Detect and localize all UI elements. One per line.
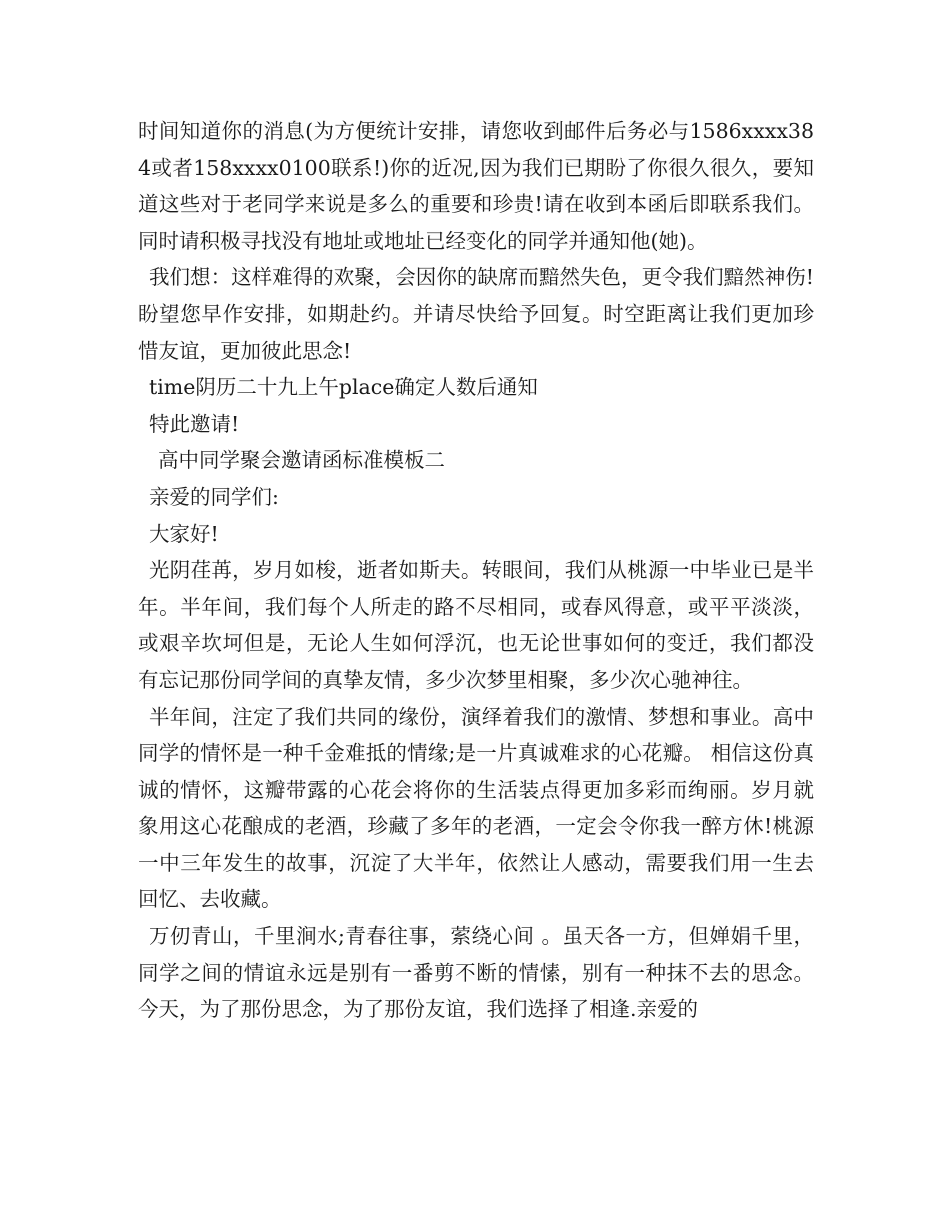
paragraph-special-invite: 特此邀请! (149, 411, 240, 436)
section-heading: 高中同学聚会邀请函标准模板二 (158, 448, 445, 473)
paragraph-mountains: 万仞青山，千里涧水;青春往事，萦绕心间 。虽天各一方，但婵娟千里，同学之间的情谊永远是别有一番剪不断的情愫，别有一种抹不去的思念。今天，为了那份思念，为了那份友谊，我们选择了相逢.亲爱的 (138, 924, 814, 1022)
document-body (138, 113, 814, 1028)
paragraph-time-flies: 光阴荏苒，岁月如梭，逝者如斯夫。转眼间，我们从桃源一中毕业已是半年。半年间，我们每个人所走的路不尽相同，或春风得意，或平平淡淡，或艰辛坎坷但是，无论人生如何浮沉，也无论世事如何的变迁，我们都没有忘记那份同学间的真挚友情，多少次梦里相聚，多少次心驰神往。 (138, 558, 814, 692)
salutation: 亲爱的同学们: (149, 484, 279, 509)
greeting: 大家好! (149, 521, 219, 546)
paragraph-contact-request: 时间知道你的消息(为方便统计安排，请您收到邮件后务必与1586xxxx384或者158xxxx0100联系!)你的近况,因为我们已期盼了你很久很久，要知道这些对于老同学来说是多么的重要和珍贵!请在收到本函后即联系我们。同时请积极寻找没有地址或地址已经变化的同学并通知他(她)。 (138, 119, 814, 253)
paragraph-half-year: 半年间，注定了我们共同的缘份，演绎着我们的激情、梦想和事业。高中同学的情怀是一种千金难抵的情缘;是一片真诚难求的心花瓣。 相信这份真诚的情怀，这瓣带露的心花会将你的生活装点得更加多彩而绚丽。岁月就象用这心花酿成的老酒，珍藏了多年的老酒，一定会令你我一醉方休!桃源一中三年发生的故事，沉淀了大半年，依然让人感动，需要我们用一生去回忆、去收藏。 (138, 704, 814, 912)
paragraph-we-hope: 我们想：这样难得的欢聚，会因你的缺席而黯然失色，更令我们黯然神伤!盼望您早作安排，如期赴约。并请尽快给予回复。时空距离让我们更加珍惜友谊，更加彼此思念! (138, 265, 814, 363)
paragraph-time-place: time阴历二十九上午place确定人数后通知 (149, 375, 538, 400)
